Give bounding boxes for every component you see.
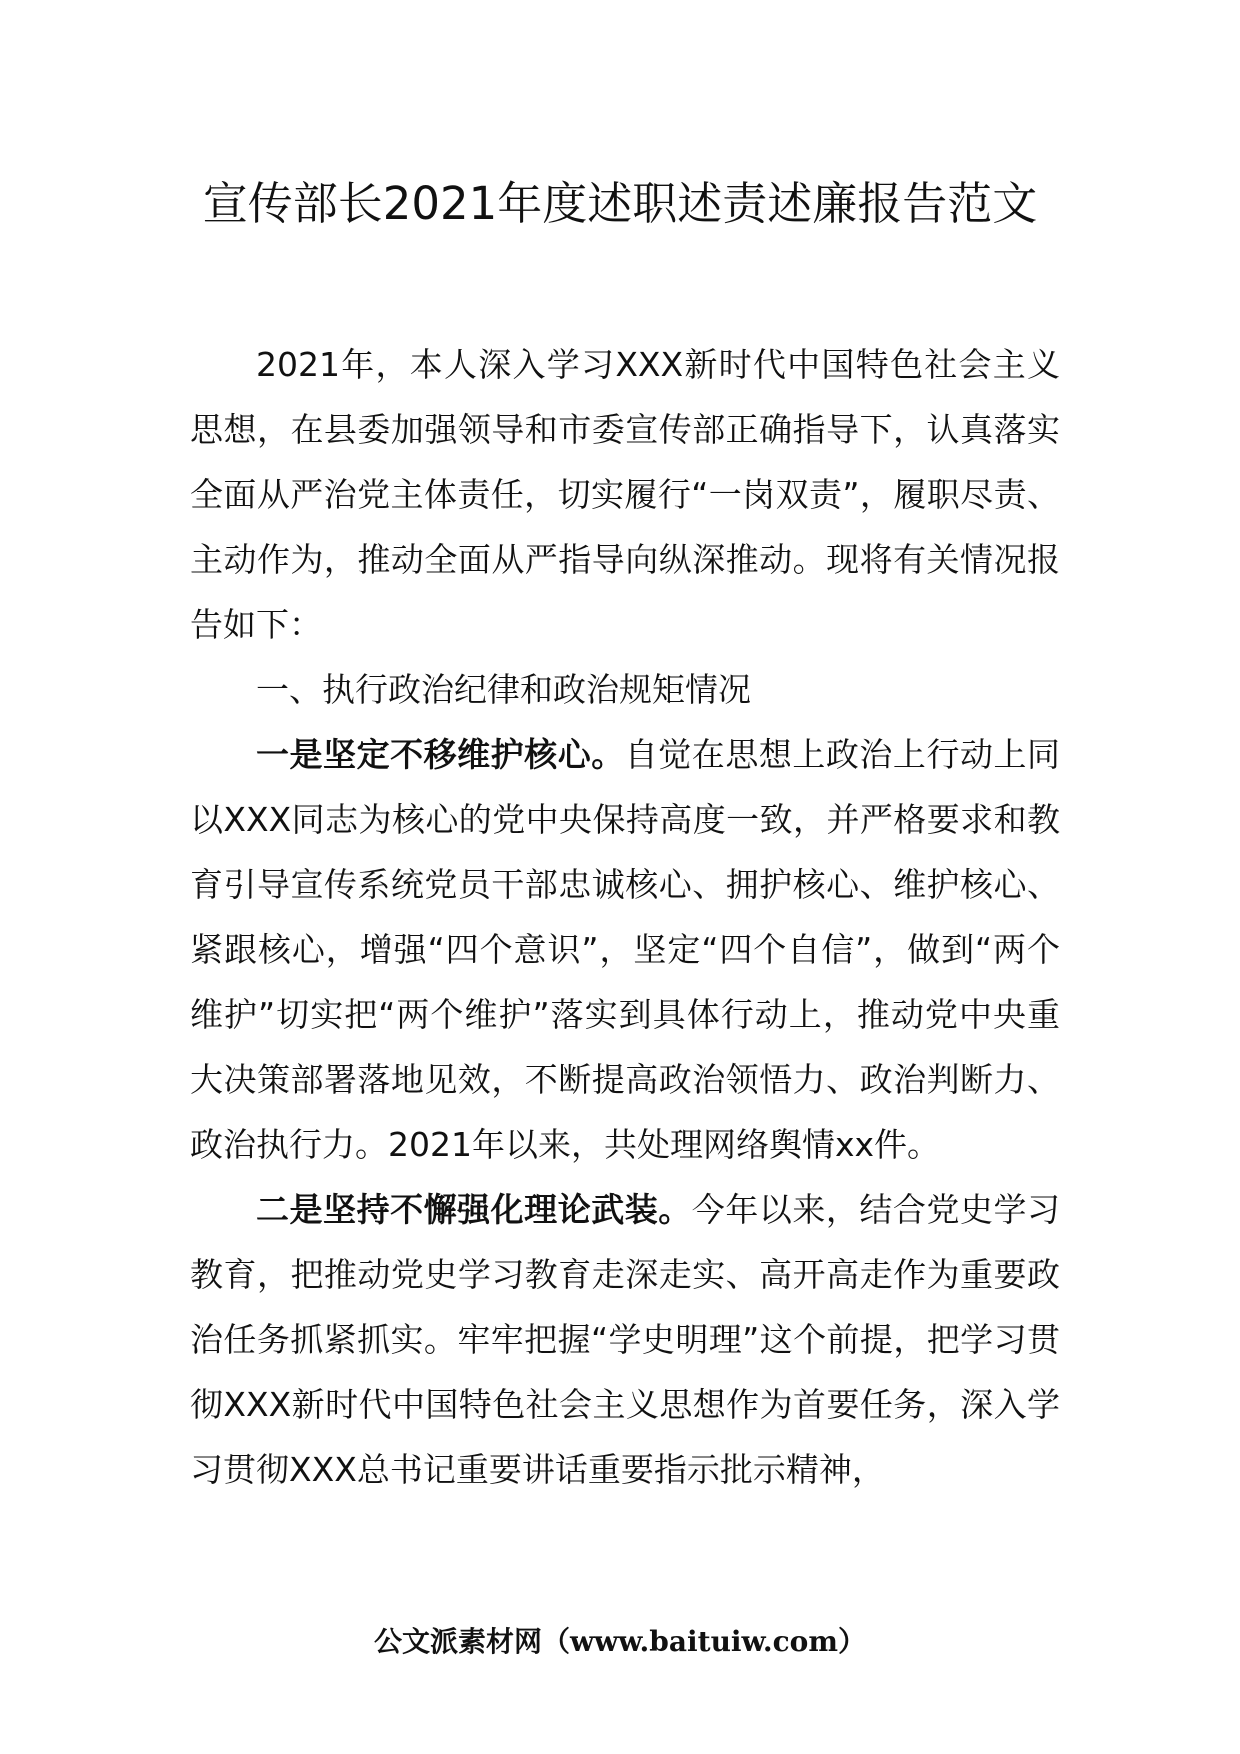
section-heading-1: 一、执行政治纪律和政治规矩情况	[256, 670, 751, 709]
document-title: 宣传部长2021年度述职述责述廉报告范文	[202, 177, 1038, 230]
paragraph-core-loyalty	[190, 722, 1060, 1177]
paragraph-body-1: 自觉在思想上政治上行动上同以XXX同志为核心的党中央保持高度一致，并严格要求和教育引导宣传系统党员干部忠诚核心、拥护核心、维护核心、紧跟核心，增强“四个意识”，坚定“四个自信”，做到“两个维护”切实把“两个维护”落实到具体行动上，推动党中央重大决策部署落地见效，不断提高政治领悟力、政治判断力、政治执行力。2021年以来，共处理网络舆情xx件。	[190, 735, 1061, 1164]
paragraph-lead-2: 二是坚持不懈强化理论武装。	[256, 1190, 692, 1229]
intro-paragraph: 2021年，本人深入学习XXX新时代中国特色社会主义思想，在县委加强领导和市委宣传部正确指导下，认真落实全面从严治党主体责任，切实履行“一岗双责”，履职尽责、主动作为，推动全面从严指导向纵深推动。现将有关情况报告如下：	[190, 345, 1060, 644]
paragraph-body-2: 今年以来，结合党史学习教育，把推动党史学习教育走深走实、高开高走作为重要政治任务抓紧抓实。牢牢把握“学史明理”这个前提，把学习贯彻XXX新时代中国特色社会主义思想作为首要任务，深入学习贯彻XXX总书记重要讲话重要指示批示精神，	[190, 1190, 1061, 1489]
paragraph-theory	[190, 1177, 1060, 1502]
source-footer: 公文派素材网（www.baituiw.com）	[374, 1625, 866, 1658]
document-body	[190, 332, 1060, 1502]
paragraph-lead-1: 一是坚定不移维护核心。	[256, 735, 625, 774]
